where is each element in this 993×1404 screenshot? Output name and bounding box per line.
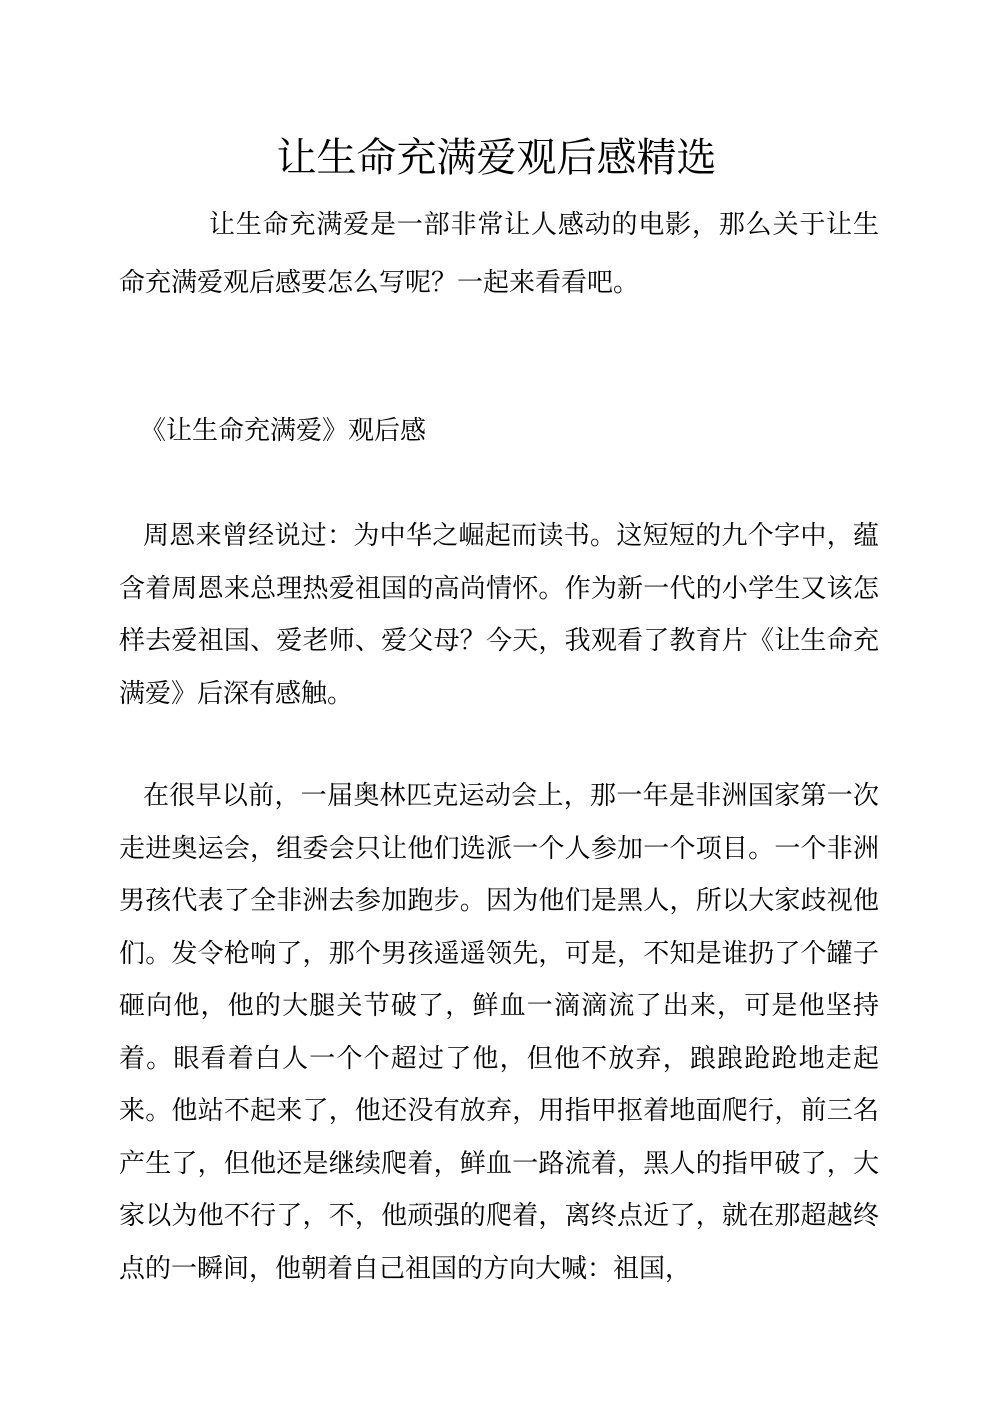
document-title: 让生命充满爱观后感精选 xyxy=(276,135,717,181)
intro-paragraph: 让生命充满爱是一部非常让人感动的电影，那么关于让生命充满爱观后感要怎么写呢？一起来看看吧。 xyxy=(119,210,879,298)
body-paragraph-1: 周恩来曾经说过：为中华之崛起而读书。这短短的九个字中，蕴含着周恩来总理热爱祖国的高尚情怀。作为新一代的小学生又该怎样去爱祖国、爱老师、爱父母？今天，我观看了教育片《让生命充满爱》后深有感触。 xyxy=(119,521,879,709)
section-heading: 《让生命充满爱》观后感 xyxy=(140,416,427,446)
body-paragraph-2: 在很早以前，一届奥林匹克运动会上，那一年是非洲国家第一次走进奥运会，组委会只让他们选派一个人参加一个项目。一个非洲男孩代表了全非洲去参加跑步。因为他们是黑人，所以大家歧视他们。发令枪响了，那个男孩遥遥领先，可是，不知是谁扔了个罐子砸向他，他的大腿关节破了，鲜血一滴滴流了出来，可是他坚持着。眼看着白人一个个超过了他，但他不放弃，踉踉跄跄地走起来。他站不起来了，他还没有放弃，用指甲抠着地面爬行，前三名产生了，但他还是继续爬着，鲜血一路流着，黑人的指甲破了，大家以为他不行了，不，他顽强的爬着，离终点近了，就在那超越终点的一瞬间，他朝着自己祖国的方向大喊：祖国， xyxy=(119,781,879,1284)
